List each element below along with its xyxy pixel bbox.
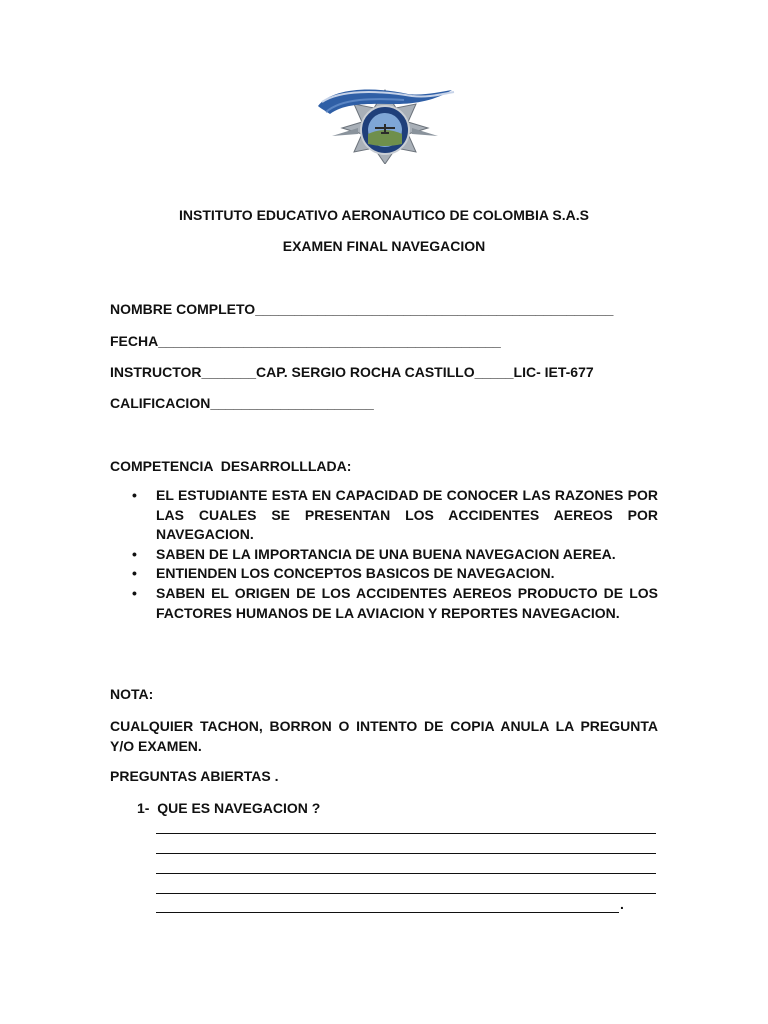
list-item: • SABEN EL ORIGEN DE LOS ACCIDENTES AEREOS PRODUCTO DE LOS FACTORES HUMANOS DE LA AVIACION Y REPORTES NAVEGACION.	[110, 584, 658, 623]
competencia-list	[110, 486, 658, 623]
question-1: 1- QUE ES NAVEGACION ?	[137, 800, 321, 816]
list-item: • ENTIENDEN LOS CONCEPTOS BASICOS DE NAVEGACION.	[110, 564, 658, 584]
fecha-field: FECHA____________________________________________	[110, 333, 501, 349]
answer-line	[156, 893, 656, 894]
answer-line	[156, 833, 656, 834]
nombre-completo-field: NOMBRE COMPLETO______________________________________________	[110, 301, 614, 317]
exam-title-heading: EXAMEN FINAL NAVEGACION	[282, 238, 486, 254]
nota-label: NOTA:	[110, 686, 154, 702]
institute-name-heading: INSTITUTO EDUCATIVO AERONAUTICO DE COLOMBIA S.A.S	[179, 207, 589, 223]
institute-emblem-logo	[312, 84, 458, 164]
nota-text: CUALQUIER TACHON, BORRON O INTENTO DE COPIA ANULA LA PREGUNTA Y/O EXAMEN.	[110, 718, 658, 754]
instructor-field: INSTRUCTOR_______CAP. SERGIO ROCHA CASTILLO_____LIC- IET-677	[110, 364, 594, 380]
competencia-heading: COMPETENCIA DESARROLLLADA:	[110, 458, 352, 474]
calificacion-field: CALIFICACION_____________________	[110, 395, 374, 411]
answer-line	[156, 912, 619, 913]
list-item: • SABEN DE LA IMPORTANCIA DE UNA BUENA NAVEGACION AEREA.	[110, 545, 658, 565]
answer-end-mark: .	[620, 896, 624, 912]
list-item: • EL ESTUDIANTE ESTA EN CAPACIDAD DE CONOCER LAS RAZONES POR LAS CUALES SE PRESENTAN LOS ACCIDENTES AEREOS POR NAVEGACION.	[110, 486, 658, 545]
answer-line	[156, 873, 656, 874]
preguntas-heading: PREGUNTAS ABIERTAS .	[110, 768, 279, 784]
answer-line	[156, 853, 656, 854]
